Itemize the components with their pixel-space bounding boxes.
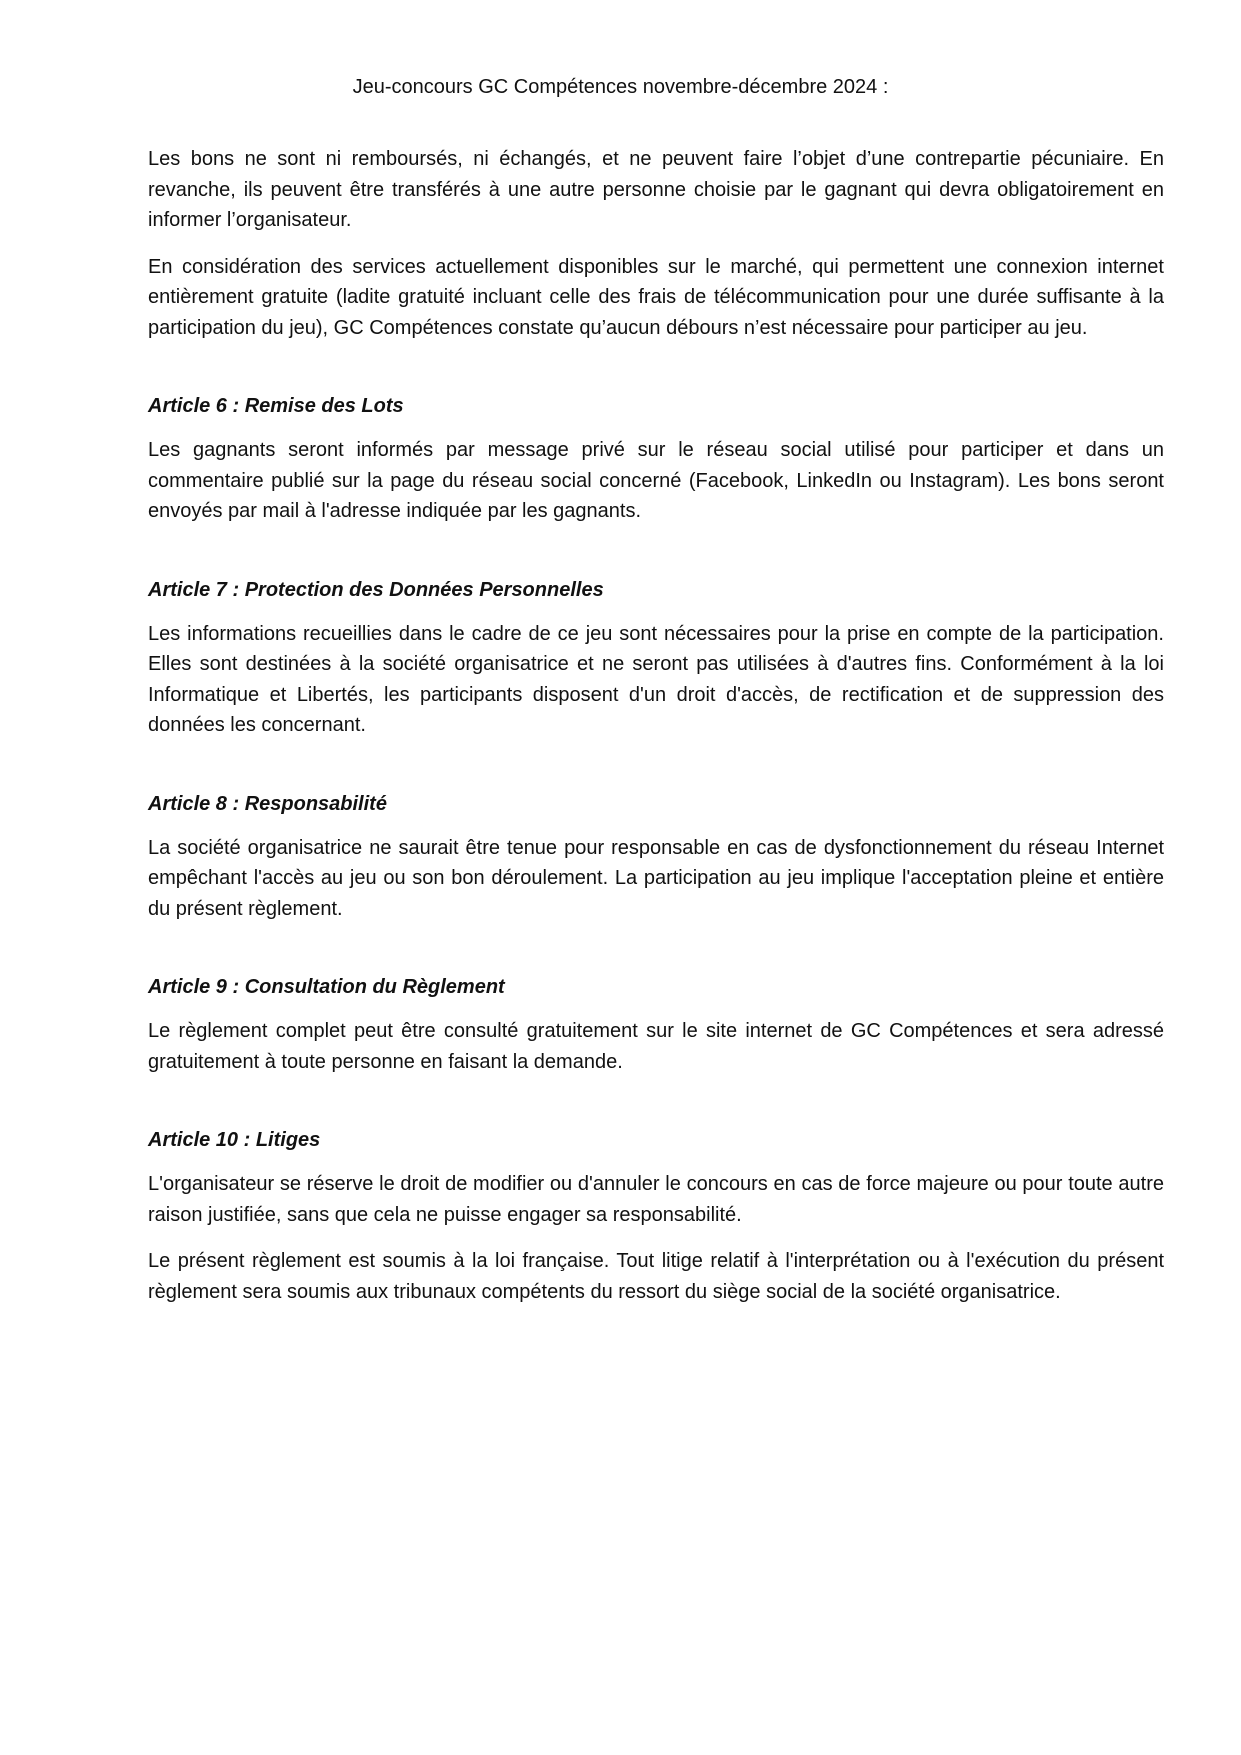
- article-6-section: [148, 391, 1164, 527]
- article-10-paragraph-1: L'organisateur se réserve le droit de modifier ou d'annuler le concours en cas de force majeure ou pour toute autre raison justifiée, sans que cela ne puisse engager sa responsabilité.: [148, 1173, 1164, 1226]
- intro-paragraph-vouchers: Les bons ne sont ni remboursés, ni échangés, et ne peuvent faire l’objet d’une contrepartie pécuniaire. En revanche, ils peuvent être transférés à une autre personne choisie par le gagnant qui devra obligatoirement en informer l’organisateur.: [148, 148, 1164, 231]
- article-6-paragraph: Les gagnants seront informés par message privé sur le réseau social utilisé pour participer et dans un commentaire publié sur la page du réseau social concerné (Facebook, LinkedIn ou Instagram). Les bons seront envoyés par mail à l'adresse indiquée par les gagnants.: [148, 439, 1164, 522]
- article-10-paragraph-2: Le présent règlement est soumis à la loi française. Tout litige relatif à l'interprétation ou à l'exécution du présent règlement sera soumis aux tribunaux compétents du ressort du siège social de la société organisatrice.: [148, 1250, 1164, 1303]
- article-9-section: [148, 972, 1164, 1077]
- article-8-heading: Article 8 : Responsabilité: [148, 792, 387, 815]
- page-header-title: Jeu-concours GC Compétences novembre-décembre 2024 :: [352, 76, 889, 98]
- article-6-heading: Article 6 : Remise des Lots: [148, 395, 404, 417]
- intro-paragraph-free-participation: En considération des services actuellement disponibles sur le marché, qui permettent une connexion internet entièrement gratuite (ladite gratuité incluant celle des frais de télécommunication pour une durée suffisante à la participation du jeu), GC Compétences constate qu’aucun débours n’est nécessaire pour participer au jeu.: [148, 255, 1164, 339]
- article-9-paragraph: Le règlement complet peut être consulté gratuitement sur le site internet de GC Compétences et sera adressé gratuitement à toute personne en faisant la demande.: [148, 1020, 1164, 1073]
- article-9-heading: Article 9 : Consultation du Règlement: [148, 976, 505, 998]
- article-10-heading: Article 10 : Litiges: [148, 1129, 321, 1151]
- article-8-section: [148, 789, 1164, 925]
- article-8-paragraph: La société organisatrice ne saurait être tenue pour responsable en cas de dysfonctionnement du réseau Internet empêchant l'accès au jeu ou son bon déroulement. La participation au jeu implique l'acceptation pleine et entière du présent règlement.: [148, 836, 1164, 920]
- article-7-paragraph: Les informations recueillies dans le cadre de ce jeu sont nécessaires pour la prise en compte de la participation. Elles sont destinées à la société organisatrice et ne seront pas utilisées à d'autres fins. Conformément à la loi Informatique et Libertés, les participants disposent d'un droit d'accès, de rectification et de suppression des données les concernant.: [148, 622, 1164, 736]
- article-7-heading: Article 7 : Protection des Données Personnelles: [148, 578, 604, 601]
- article-10-section: [148, 1125, 1164, 1307]
- article-7-section: [148, 575, 1164, 741]
- document-body: [148, 144, 1164, 1307]
